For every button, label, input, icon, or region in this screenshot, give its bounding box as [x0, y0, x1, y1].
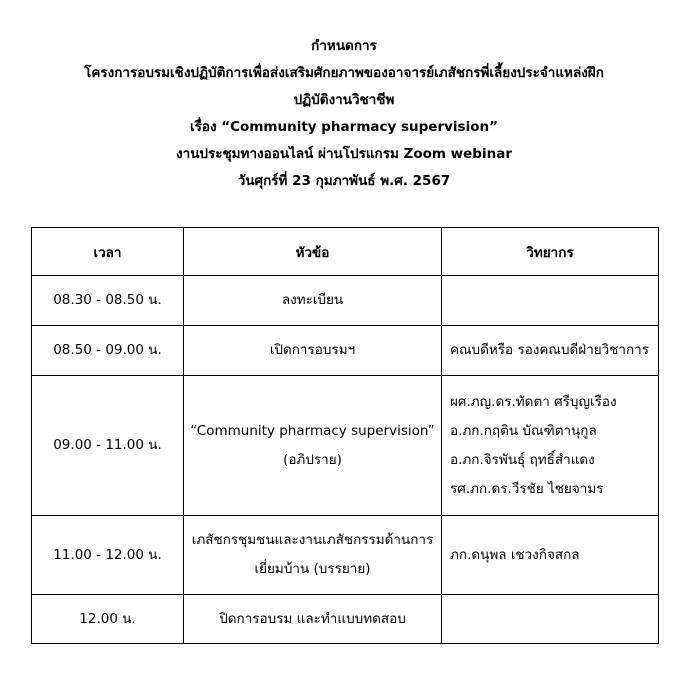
topic-text: เปิดการอบรมฯ	[269, 342, 356, 358]
header-date: วันศุกร์ที่ 23 กุมภาพันธ์ พ.ศ. 2567	[237, 173, 451, 189]
time-text: 11.00 - 12.00 น.	[53, 546, 162, 563]
topic-cell	[184, 376, 442, 516]
speaker-cell	[442, 326, 659, 376]
time-cell	[32, 595, 184, 644]
topic-cell	[184, 595, 442, 644]
topic-text: เภสัชกรชุมชนและงานเภสัชกรรมด้านการ	[191, 532, 434, 548]
table-row	[32, 326, 659, 376]
table-row	[32, 276, 659, 326]
speaker-text: ผศ.ภญ.ดร.ทัดตา ศรีบุญเรือง	[450, 393, 617, 410]
column-header-time: เวลา	[32, 228, 184, 276]
time-cell	[32, 376, 184, 516]
speaker-cell	[442, 516, 659, 595]
time-text: 08.50 - 09.00 น.	[53, 342, 162, 358]
time-cell	[32, 326, 184, 376]
speaker-cell	[442, 376, 659, 516]
topic-cell	[184, 516, 442, 595]
topic-text: “Community pharmacy supervision”	[190, 422, 435, 439]
time-cell	[32, 516, 184, 595]
speaker-cell	[442, 276, 659, 326]
speaker-text: ภก.ดนุพล เชวงกิจสกล	[450, 546, 580, 563]
column-header-topic: หัวข้อ	[184, 228, 442, 276]
topic-cell	[184, 326, 442, 376]
speaker-text: อ.ภก.จิรพันธุ์ ฤทธิ์สำแดง	[450, 451, 595, 468]
table-header-row	[32, 228, 659, 276]
speaker-text: คณบดีหรือ รองคณบดีฝ่ายวิชาการ	[450, 342, 650, 358]
header-project-name-cont: ปฏิบัติงานวิชาชีพ	[293, 92, 395, 108]
schedule-table	[31, 227, 659, 644]
topic-text-cont: เยี่ยมบ้าน (บรรยาย)	[254, 561, 371, 577]
topic-text: ปิดการอบรม และทำแบบทดสอบ	[219, 610, 406, 627]
table-row	[32, 376, 659, 516]
time-cell	[32, 276, 184, 326]
header-project-name: โครงการอบรมเชิงปฏิบัติการเพื่อส่งเสริมศักยภาพของอาจารย์เภสัชกรพี่เลี้ยงประจำแหล่งฝึก	[84, 65, 604, 81]
header-subject: เรื่อง “Community pharmacy supervision”	[190, 119, 498, 135]
speaker-text: อ.ภก.กฤติน บัณฑิตานุกูล	[450, 422, 597, 439]
header-title: กำหนดการ	[311, 38, 377, 54]
topic-text: ลงทะเบียน	[281, 292, 344, 308]
document-header	[0, 33, 688, 195]
topic-format-text: (อภิปราย)	[283, 451, 342, 468]
table-row	[32, 516, 659, 595]
topic-cell	[184, 276, 442, 326]
speaker-cell	[442, 595, 659, 644]
time-text: 08.30 - 08.50 น.	[53, 292, 162, 308]
table-row	[32, 595, 659, 644]
header-venue: งานประชุมทางออนไลน์ ผ่านโปรแกรม Zoom webinar	[176, 146, 512, 162]
speaker-text: รศ.ภก.ดร.วีรชัย ไชยจามร	[450, 480, 604, 497]
column-header-speaker: วิทยากร	[442, 228, 659, 276]
time-text: 12.00 น.	[79, 610, 136, 627]
time-text: 09.00 - 11.00 น.	[53, 437, 162, 453]
